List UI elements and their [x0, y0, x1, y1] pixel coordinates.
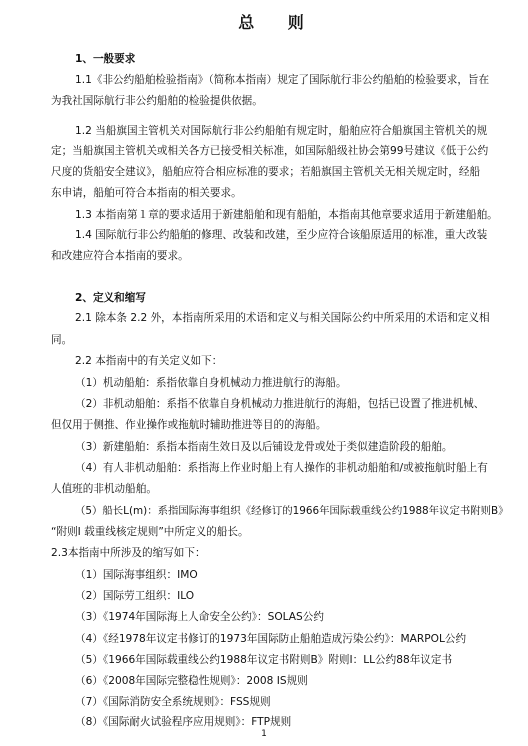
list-item: （7）《国际消防安全系统规则》：FSS规则 — [75, 696, 271, 708]
paragraph-line: 尺度的货船安全建议》，船舶应符合相应标准的要求；若船旗国主管机关无相关规定时，经船 — [51, 166, 481, 178]
page-title: 总 则 — [238, 13, 318, 32]
page-number: 1 — [261, 729, 267, 739]
paragraph-line: （1）机动船舶：系指依靠自身机械动力推进航行的海船。 — [75, 377, 347, 389]
paragraph-line: 定；当船旗国主管机关或相关各方已接受相关标准，如国际船级社协会第99号建议《低于公约 — [51, 145, 489, 157]
paragraph-line: 为我社国际航行非公约船舶的检验提供依据。 — [51, 95, 263, 107]
paragraph-line: 东申请，船舶可符合本指南的相关要求。 — [51, 187, 242, 199]
list-item: （1）国际海事组织：IMO — [75, 569, 198, 581]
paragraph-line: “附则I 载重线核定规则”中所定义的船长。 — [51, 526, 249, 538]
paragraph-line: 和改建应符合本指南的要求。 — [51, 250, 189, 262]
list-item: （2）国际劳工组织：ILO — [75, 590, 195, 602]
paragraph-line: 但仅用于侧推、作业操作或拖航时辅助推进等目的的海船。 — [51, 419, 327, 431]
paragraph-line: 2.2 本指南中的有关定义如下： — [75, 355, 223, 367]
list-item: （6）《2008年国际完整稳性规则》：2008 IS规则 — [75, 675, 308, 687]
paragraph-line: 人值班的非机动船舶。 — [51, 483, 157, 495]
paragraph-line: （2）非机动船舶：系指不依靠自身机械动力推进航行的海船，包括已设置了推进机械、 — [75, 398, 485, 410]
paragraph-line: 1.3 本指南第１章的要求适用于新建船舶和现有船舶，本指南其他章要求适用于新建船舶。 — [75, 209, 498, 221]
list-item: （8）《国际耐火试验程序应用规则》：FTP规则 — [75, 716, 292, 728]
paragraph-line: 2.1 除本条 2.2 外，本指南所采用的术语和定义与相关国际公约中所采用的术语和定义相 — [75, 312, 490, 324]
list-item: （4）《经1978年议定书修订的1973年国际防止船舶造成污染公约》：MARPOL公约 — [75, 633, 467, 645]
paragraph-line: （4）有人非机动船舶：系指海上作业时船上有人操作的非机动船舶和/或被拖航时船上有 — [75, 462, 488, 474]
list-item: （5）《1966年国际载重线公约1988年议定书附则B》附则I：LL公约88年议定书 — [75, 654, 453, 666]
paragraph-line: （3）新建船舶：系指本指南生效日及以后铺设龙骨或处于类似建造阶段的船舶。 — [75, 441, 453, 453]
paragraph-line: 1.4 国际航行非公约船舶的修理、改装和改建，至少应符合该船原适用的标准，重大改装 — [75, 229, 488, 241]
paragraph-line: （5）船长L(m)：系指国际海事组织《经修订的1966年国际载重线公约1988年议定书附则B》 — [75, 505, 509, 517]
paragraph-line: 同。 — [51, 334, 73, 346]
section-heading: 2、定义和缩写 — [75, 292, 146, 304]
paragraph-line: 2.3本指南中所涉及的缩写如下： — [51, 547, 206, 559]
list-item: （3）《1974年国际海上人命安全公约》：SOLAS公约 — [75, 611, 324, 623]
paragraph-line: 1.2 当船旗国主管机关对国际航行非公约船舶有规定时，船舶应符合船旗国主管机关的规 — [75, 125, 488, 137]
section-heading: 1、一般要求 — [75, 53, 136, 65]
paragraph-line: 1.1《非公约船舶检验指南》（简称本指南）规定了国际航行非公约船舶的检验要求，旨在 — [75, 74, 490, 86]
